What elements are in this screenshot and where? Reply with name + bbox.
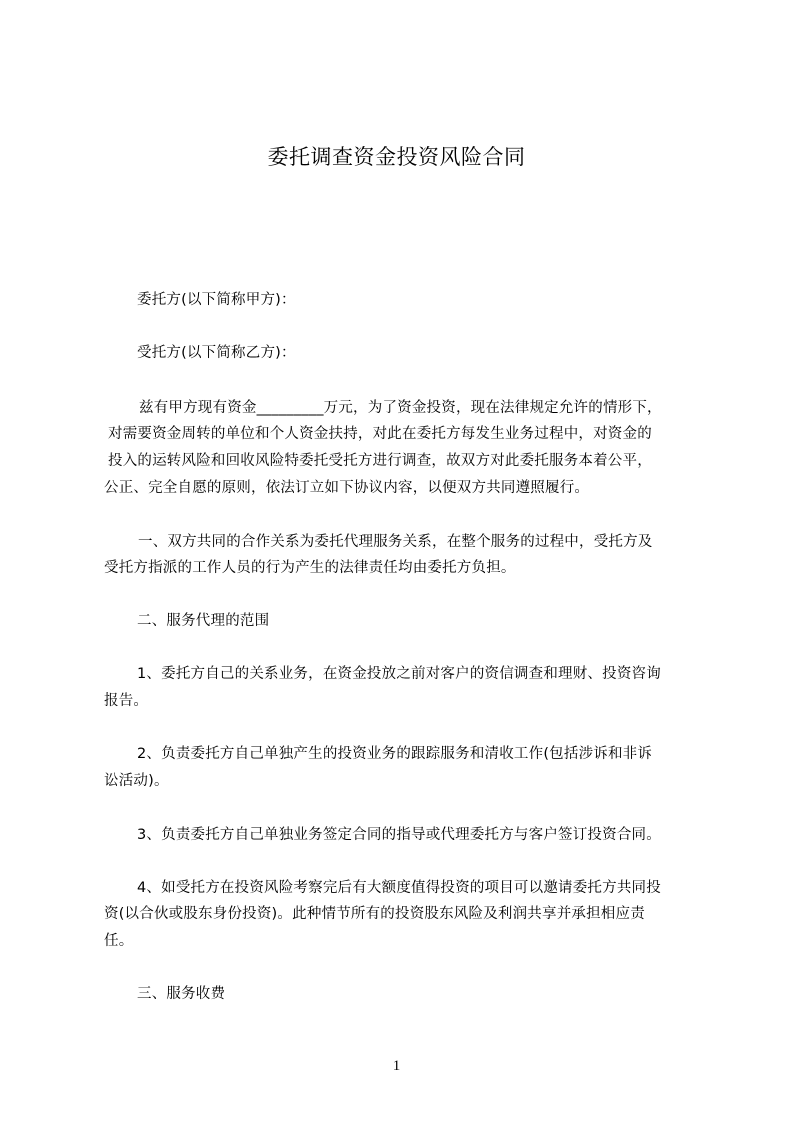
preamble-line-4: 公正、完全自愿的原则，依法订立如下协议内容，以便双方共同遵照履行。 (104, 480, 590, 496)
page-number: 1 (392, 1058, 401, 1074)
section-3-heading: 三、服务收费 (137, 986, 226, 1002)
item-4-line-3: 任。 (104, 933, 134, 949)
preamble-line-2: 对需要资金周转的单位和个人资金扶持，对此在委托方每发生业务过程中，对资金的 (108, 426, 652, 442)
preamble-line-3: 投入的运转风险和回收风险特委托受托方进行调查，故双方对此委托服务本着公平， (108, 453, 652, 469)
party-a-line: 委托方(以下简称甲方)： (137, 292, 296, 308)
document-title: 委托调查资金投资风险合同 (267, 145, 526, 169)
item-1-line-1: 1、委托方自己的关系业务，在资金投放之前对客户的资信调查和理财、投资咨询 (137, 666, 661, 682)
clause-1-line-1: 一、双方共同的合作关系为委托代理服务关系，在整个服务的过程中，受托方及 (138, 534, 653, 550)
item-2-line-1: 2、负责委托方自己单独产生的投资业务的跟踪服务和清收工作(包括涉诉和非诉 (137, 746, 653, 762)
item-1-line-2: 报告。 (104, 693, 149, 709)
item-3-line-1: 3、负责委托方自己单独业务签定合同的指导或代理委托方与客户签订投资合同。 (137, 827, 661, 843)
clause-1-line-2: 受托方指派的工作人员的行为产生的法律责任均由委托方负担。 (104, 560, 516, 576)
preamble-line-1: 兹有甲方现有资金_________万元，为了资金投资，现在法律规定允许的情形下， (139, 400, 662, 416)
item-2-line-2: 讼活动)。 (104, 773, 169, 789)
item-4-line-1: 4、如受托方在投资风险考察完后有大额度值得投资的项目可以邀请委托方共同投 (137, 880, 661, 896)
item-4-line-2: 资(以合伙或股东身份投资)。此种情节所有的投资股东风险及利润共享并承担相应责 (104, 906, 645, 922)
section-2-heading: 二、服务代理的范围 (137, 613, 270, 629)
party-b-line: 受托方(以下简称乙方)： (137, 345, 296, 361)
